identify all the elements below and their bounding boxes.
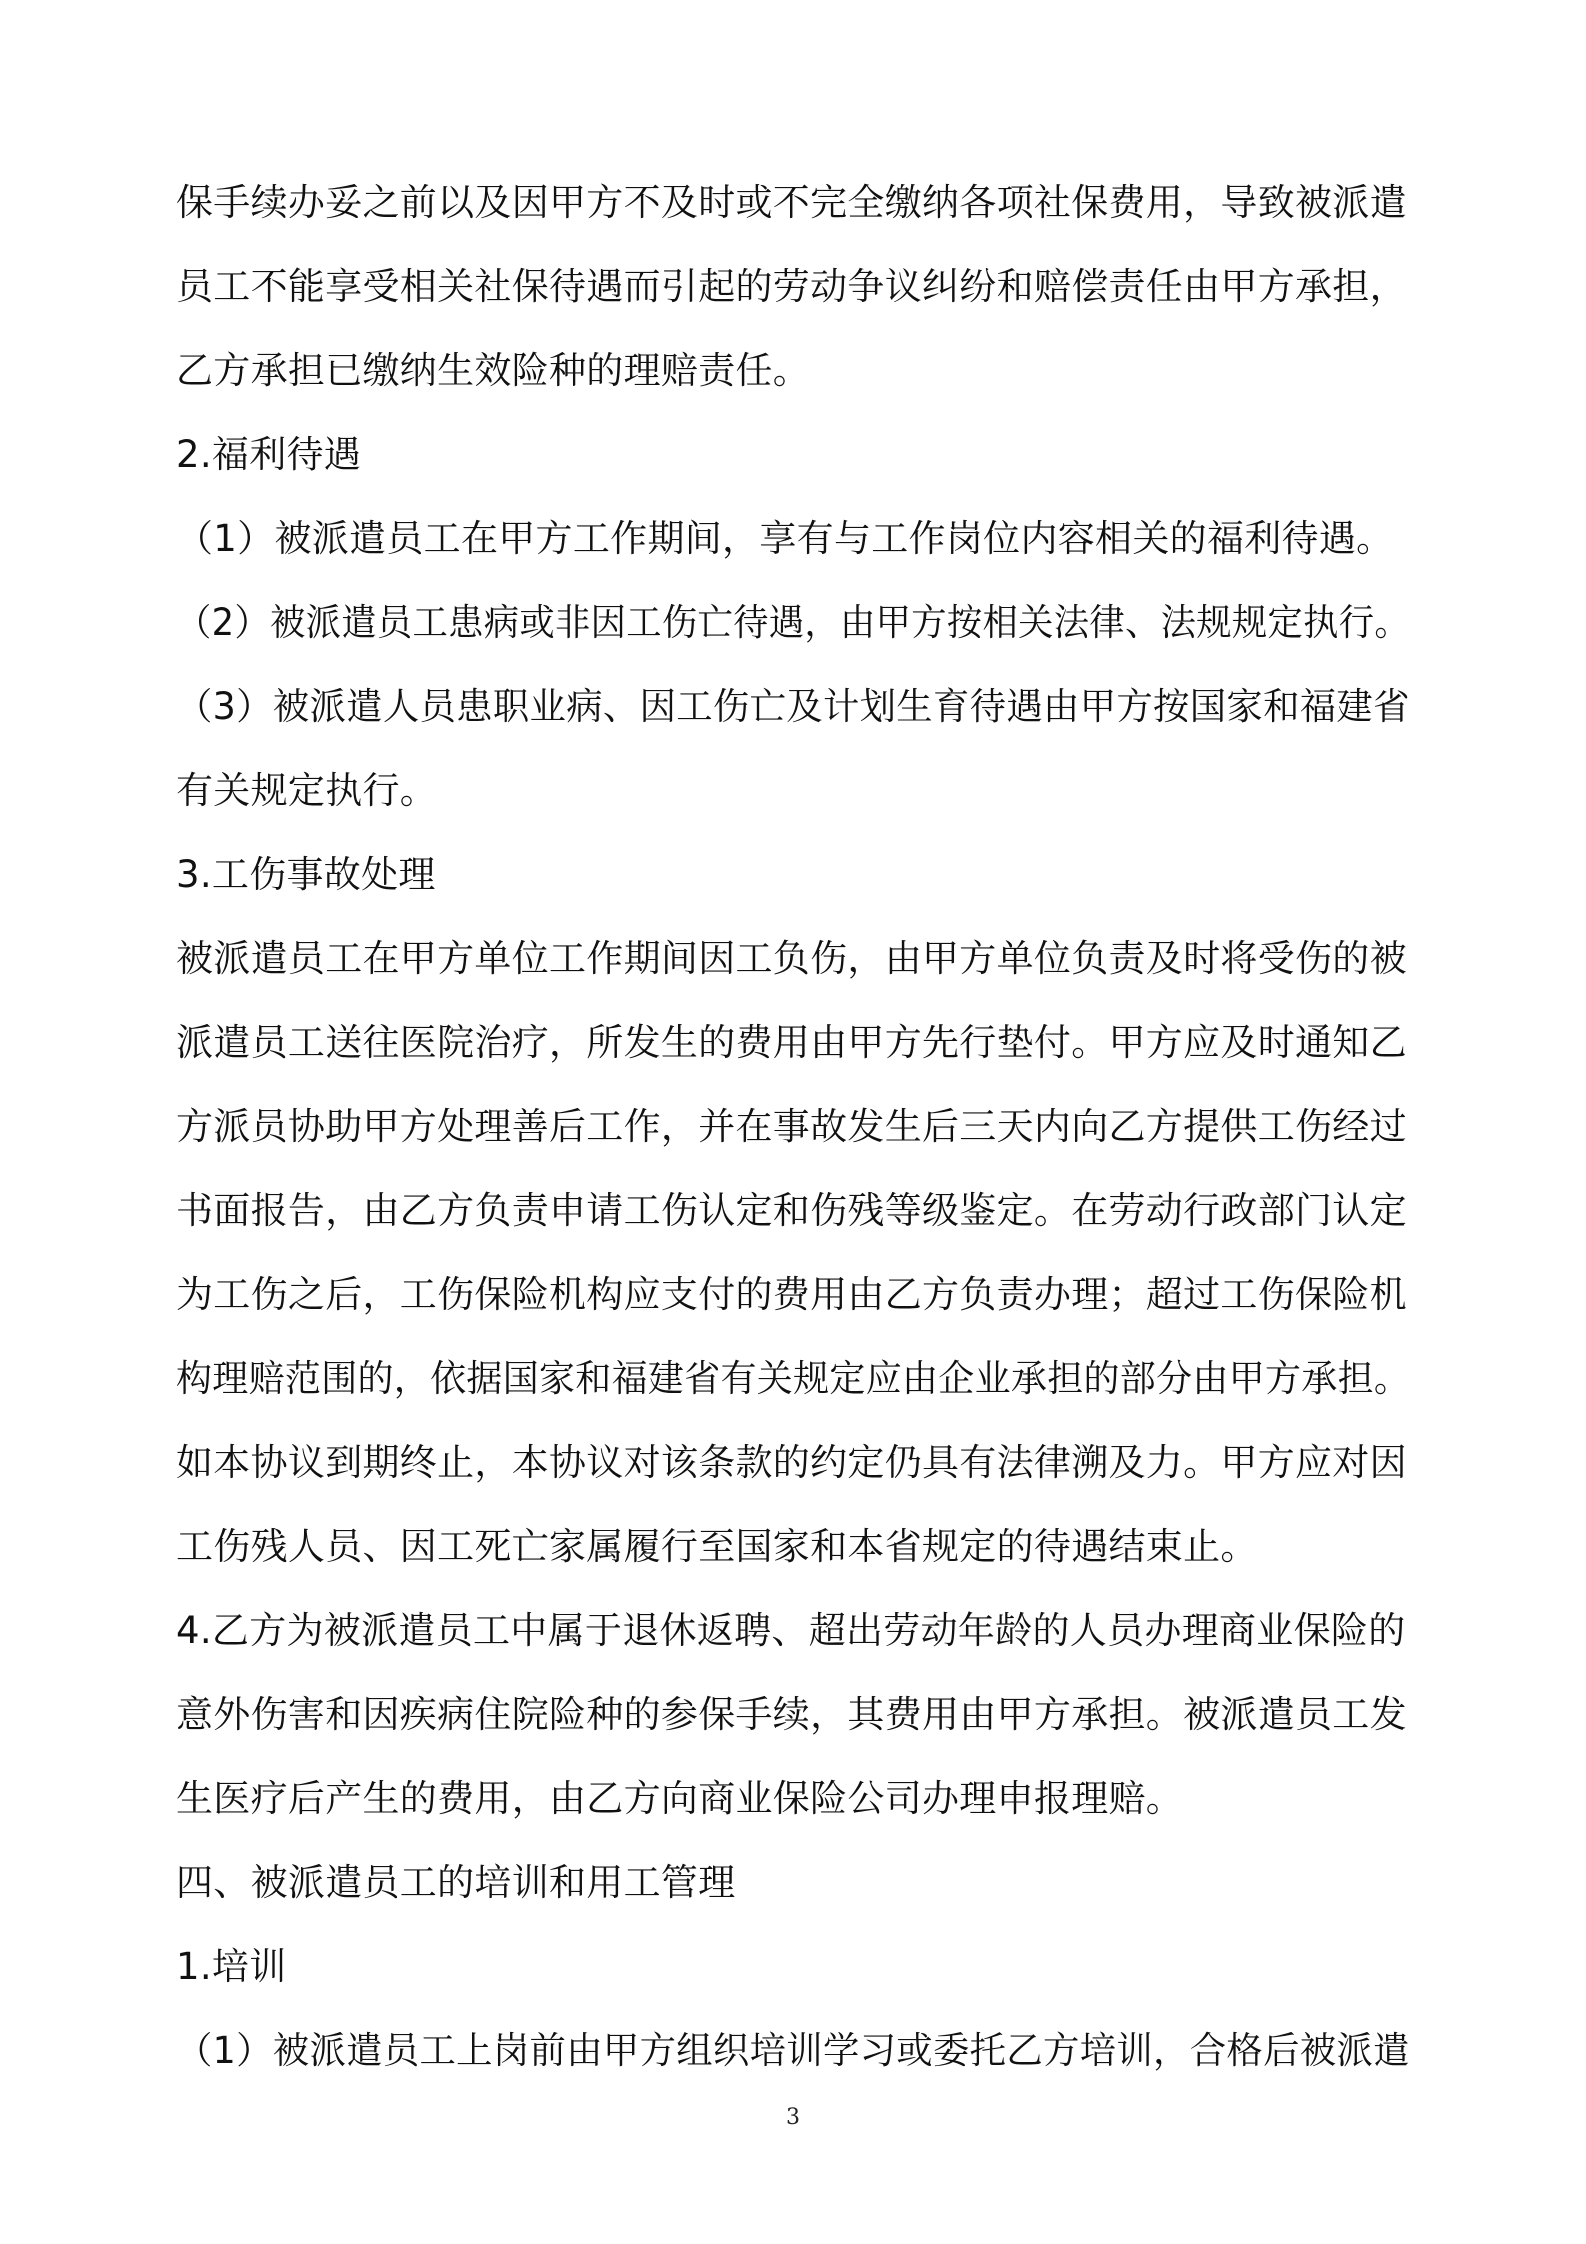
text-line: 意外伤害和因疾病住院险种的参保手续，其费用由甲方承担。被派遣员工发 (176, 1693, 1407, 1736)
section-heading: 2.福利待遇 (176, 433, 362, 476)
text-line: 生医疗后产生的费用，由乙方向商业保险公司办理申报理赔。 (176, 1777, 1184, 1820)
text-line: 为工伤之后，工伤保险机构应支付的费用由乙方负责办理；超过工伤保险机 (176, 1273, 1407, 1316)
text-line: （1）被派遣员工上岗前由甲方组织培训学习或委托乙方培训，合格后被派遣 (176, 2029, 1410, 2072)
text-line: 有关规定执行。 (176, 769, 438, 812)
text-line: （2）被派遣员工患病或非因工伤亡待遇，由甲方按相关法律、法规规定执行。 (176, 601, 1411, 644)
text-line: 员工不能享受相关社保待遇而引起的劳动争议纠纷和赔偿责任由甲方承担， (176, 265, 1407, 308)
text-line: 构理赔范围的，依据国家和福建省有关规定应由企业承担的部分由甲方承担。 (176, 1357, 1411, 1400)
text-line: 4.乙方为被派遣员工中属于退休返聘、超出劳动年龄的人员办理商业保险的 (176, 1609, 1406, 1652)
text-line: 工伤残人员、因工死亡家属履行至国家和本省规定的待遇结束止。 (176, 1525, 1258, 1568)
section-heading: 3.工伤事故处理 (176, 853, 436, 896)
text-line: 书面报告，由乙方负责申请工伤认定和伤残等级鉴定。在劳动行政部门认定 (176, 1189, 1407, 1232)
text-line: 被派遣员工在甲方单位工作期间因工负伤，由甲方单位负责及时将受伤的被 (176, 937, 1407, 980)
text-line: （1）被派遣员工在甲方工作期间，享有与工作岗位内容相关的福利待遇。 (176, 517, 1394, 560)
section-heading: 1.培训 (176, 1945, 287, 1988)
text-line: 保手续办妥之前以及因甲方不及时或不完全缴纳各项社保费用，导致被派遣 (176, 181, 1407, 224)
text-line: 方派员协助甲方处理善后工作，并在事故发生后三天内向乙方提供工伤经过 (176, 1105, 1407, 1148)
section-heading: 四、被派遣员工的培训和用工管理 (176, 1861, 736, 1904)
page-number: 3 (786, 2105, 800, 2130)
text-line: （3）被派遣人员患职业病、因工伤亡及计划生育待遇由甲方按国家和福建省 (176, 685, 1410, 728)
text-line: 如本协议到期终止，本协议对该条款的约定仍具有法律溯及力。甲方应对因 (176, 1441, 1407, 1484)
text-line: 派遣员工送往医院治疗，所发生的费用由甲方先行垫付。甲方应及时通知乙 (176, 1021, 1407, 1064)
text-line: 乙方承担已缴纳生效险种的理赔责任。 (176, 349, 811, 392)
